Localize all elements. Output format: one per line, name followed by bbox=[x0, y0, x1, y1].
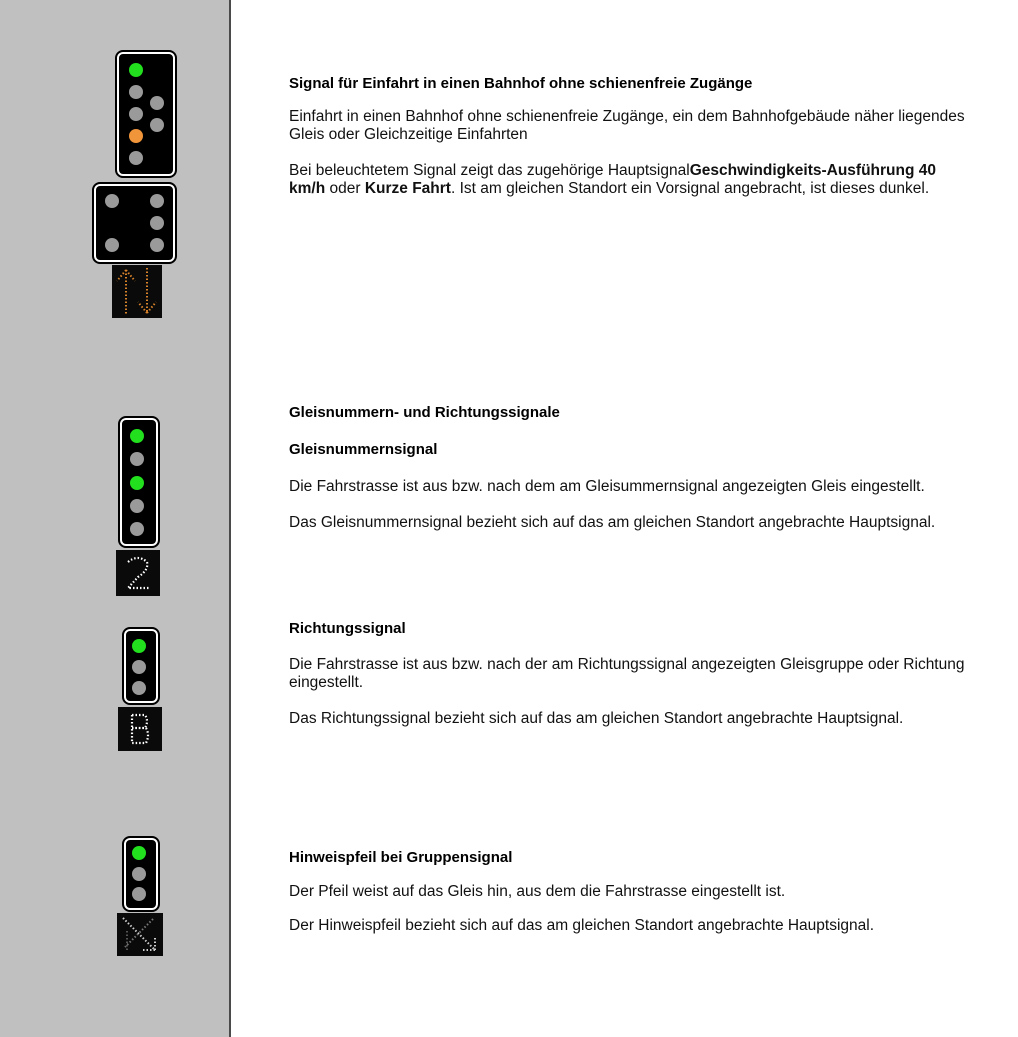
paragraph: Das Richtungssignal bezieht sich auf das am gleichen Standort angebrachte Hauptsignal. bbox=[289, 710, 904, 727]
subsection-title: Gleisnummernsignal bbox=[289, 441, 438, 458]
section-hinweispfeil bbox=[289, 849, 969, 935]
text: oder bbox=[325, 180, 365, 197]
subsection-title: Richtungssignal bbox=[289, 620, 406, 637]
section-title: Signal für Einfahrt in einen Bahnhof ohne schienenfreie Zugänge bbox=[289, 75, 753, 92]
paragraph: Das Gleisnummernsignal bezieht sich auf das am gleichen Standort angebrachte Hauptsignal. bbox=[289, 514, 936, 531]
paragraph: Die Fahrstrasse ist aus bzw. nach dem am Gleisummernsignal angezeigten Gleis eingestellt. bbox=[289, 478, 925, 495]
paragraph: Einfahrt in einen Bahnhof ohne schienenfreie Zugänge, ein dem Bahnhofgebäude näher liegendes Gleis oder Gleichzeitige Einfahrten bbox=[289, 108, 965, 143]
bold-text: Geschwindigkeits-Ausführung 40 km/h bbox=[289, 162, 936, 197]
section-richtungssignal bbox=[289, 620, 969, 728]
section-gleisnummern-richtung bbox=[289, 404, 969, 532]
paragraph: Der Hinweispfeil bezieht sich auf das am gleichen Standort angebrachte Hauptsignal. bbox=[289, 917, 875, 934]
sidebar-divider bbox=[229, 0, 231, 1037]
track-number-2-icon bbox=[116, 550, 160, 596]
paragraph bbox=[289, 162, 969, 198]
diagonal-arrow-icon bbox=[117, 913, 163, 956]
section-title: Hinweispfeil bei Gruppensignal bbox=[289, 849, 513, 866]
text: . Ist am gleichen Standort ein Vorsignal angebracht, ist dieses dunkel. bbox=[450, 180, 930, 197]
text: Bei beleuchtetem Signal zeigt das zugehörige Hauptsignal bbox=[289, 162, 690, 179]
bold-text: Kurze Fahrt bbox=[364, 180, 451, 197]
arrows-up-down-icon bbox=[112, 265, 162, 318]
section-title: Gleisnummern- und Richtungssignale bbox=[289, 404, 560, 421]
sidebar bbox=[0, 0, 229, 1037]
paragraph: Die Fahrstrasse ist aus bzw. nach der am Richtungssignal angezeigten Gleisgruppe oder Richtung eingestellt. bbox=[289, 656, 965, 691]
direction-b-icon bbox=[118, 707, 162, 751]
paragraph: Der Pfeil weist auf das Gleis hin, aus dem die Fahrstrasse eingestellt ist. bbox=[289, 883, 786, 900]
section-einfahrt bbox=[289, 75, 969, 198]
